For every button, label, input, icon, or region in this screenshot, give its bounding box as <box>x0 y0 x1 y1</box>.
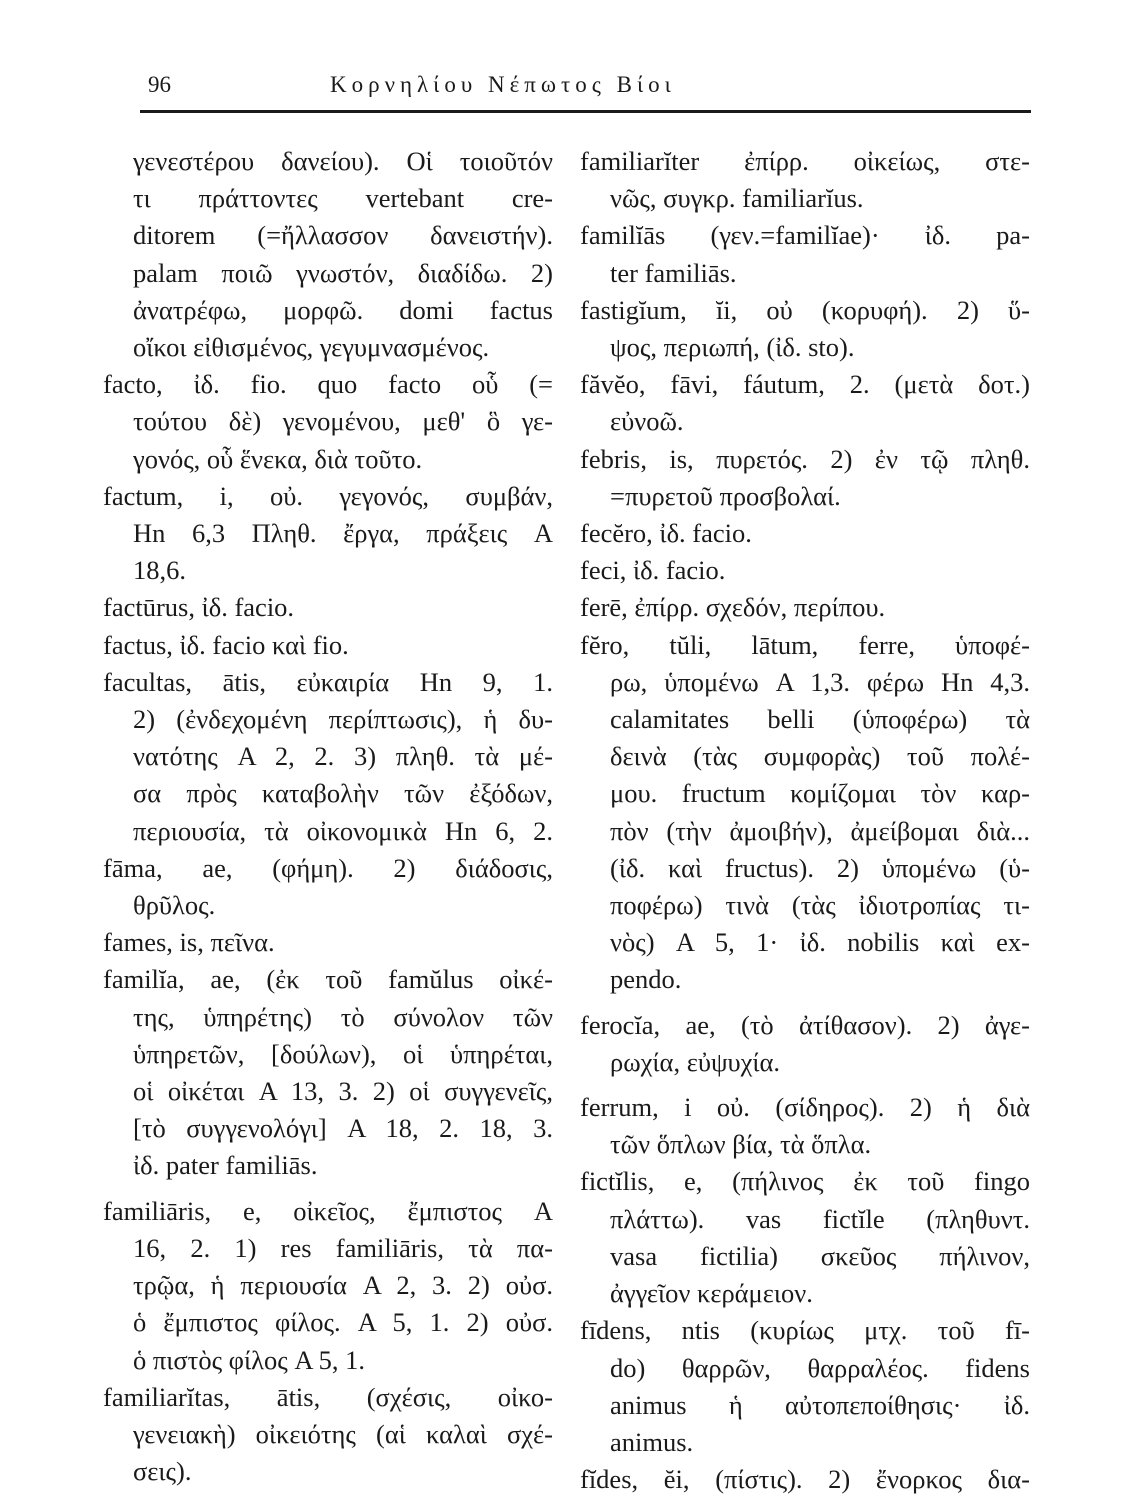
text-line: fastigĭum, ĭi, οὐ (κορυφή). 2) ὕ- <box>580 294 1030 325</box>
page-number: 96 <box>148 72 171 97</box>
text-line: ψος, περιωπή, (ἰδ. sto). <box>610 332 855 363</box>
text-line: febris, is, πυρετός. 2) ἐν τῷ πληθ. <box>580 443 1030 474</box>
text-line: (ἰδ. καὶ fructus). 2) ὑπομένω (ὑ- <box>610 852 1030 883</box>
text-line: γενεστέρου δανείου). Οἱ τοιοῦτόν <box>133 146 553 176</box>
text-line: pendo. <box>610 964 682 995</box>
text-line: οἱ οἰκέται A 13, 3. 2) οἱ συγγενεῖς, <box>133 1076 553 1107</box>
header-rule <box>140 110 1031 113</box>
text-line: ρωχία, εὐψυχία. <box>610 1046 781 1077</box>
text-line: familiarĭtas, ātis, (σχέσις, οἰκο- <box>103 1381 553 1412</box>
text-line: ἰδ. pater familiās. <box>133 1150 318 1181</box>
text-line: animus ἡ αὐτοπεποίθησις· ἰδ. <box>610 1389 1030 1420</box>
text-line: palam ποιῶ γνωστόν, διαδίδω. 2) <box>133 257 553 288</box>
text-line: facultas, ātis, εὐκαιρία Hn 9, 1. <box>103 666 553 697</box>
text-line: θρῦλος. <box>133 890 216 921</box>
text-line: ferrum, i οὐ. (σίδηρος). 2) ἡ διὰ <box>580 1092 1030 1123</box>
text-line: familiāris, e, οἰκεῖος, ἔμπιστος A <box>103 1195 553 1226</box>
text-line: ἀγγεῖον κεράμειον. <box>610 1278 813 1309</box>
right-column <box>580 143 1030 1498</box>
text-line: ferocĭa, ae, (τὸ ἀτίθασον). 2) ἀγε- <box>580 1009 1030 1040</box>
text-line: familĭa, ae, (ἐκ τοῦ famŭlus οἰκέ- <box>103 964 553 995</box>
text-line: fictĭlis, e, (πήλινος ἐκ τοῦ fingo <box>580 1166 1030 1197</box>
text-line: ρω, ὑπομένω A 1,3. φέρω Hn 4,3. <box>610 666 1030 697</box>
text-line: γονός, οὗ ἕνεκα, διὰ τοῦτο. <box>133 443 423 474</box>
text-line: [τὸ συγγενολόγι] A 18, 2. 18, 3. <box>133 1113 553 1144</box>
text-line: ferē, ἐπίρρ. σχεδόν, περίπου. <box>580 592 886 623</box>
page-header <box>140 72 1030 112</box>
text-line: ποφέρω) τινὰ (τὰς ἰδιοτροπίας τι- <box>610 890 1030 921</box>
text-line: fĭdes, ĕi, (πίστις). 2) ἔνορκος δια- <box>580 1464 1030 1495</box>
text-line: πλάττω). vas fictĭle (πληθυντ. <box>610 1203 1030 1234</box>
text-line: factūrus, ἰδ. facio. <box>103 592 295 623</box>
text-line: =πυρετοῦ προσβολαί. <box>610 480 841 511</box>
text-line: facto, ἰδ. fio. quo facto οὗ (= <box>103 369 553 400</box>
text-line: familĭās (γεν.=familĭae)· ἰδ. pa- <box>580 220 1030 251</box>
text-line: της, ὑπηρέτης) τὸ σύνολον τῶν <box>133 1001 553 1032</box>
text-line: fīdens, ntis (κυρίως μτχ. τοῦ fī- <box>580 1315 1030 1346</box>
text-line: factum, i, οὐ. γεγονός, συμβάν, <box>103 480 553 511</box>
text-line: ditorem (=ἤλλασσον δανειστήν). <box>133 220 553 251</box>
text-line: τι πράττοντες vertebant cre- <box>133 183 553 214</box>
text-line: fecĕro, ἰδ. facio. <box>580 518 752 549</box>
text-line: τρῷα, ἡ περιουσία A 2, 3. 2) οὐσ. <box>133 1270 553 1301</box>
text-line: πὸν (τὴν ἀμοιβήν), ἀμείβομαι διὰ... <box>610 815 1030 846</box>
text-line: Hn 6,3 Πληθ. ἔργα, πράξεις A <box>133 518 553 549</box>
text-line: ὑπηρετῶν, [δούλων), οἱ ὑπηρέται, <box>133 1038 553 1069</box>
text-line: ἀνατρέφω, μορφῶ. domi factus <box>133 294 553 325</box>
text-line: 2) (ἐνδεχομένη περίπτωσις), ἡ δυ- <box>133 704 553 735</box>
text-line: γενειακὴ) οἰκειότης (αἱ καλαὶ σχέ- <box>133 1418 553 1449</box>
text-line: 18,6. <box>133 555 186 586</box>
text-line: νῶς, συγκρ. familiarĭus. <box>610 183 864 214</box>
text-line: οἴκοι εἰθισμένος, γεγυμνασμένος. <box>133 332 490 363</box>
text-line: μου. fructum κομίζομαι τὸν καρ- <box>610 778 1030 809</box>
text-line: τῶν ὅπλων βία, τὰ ὅπλα. <box>610 1129 872 1160</box>
text-line: fāma, ae, (φήμη). 2) διάδοσις, <box>103 852 553 883</box>
text-line: fames, is, πεῖνα. <box>103 927 275 958</box>
text-line: δεινὰ (τὰς συμφορὰς) τοῦ πολέ- <box>610 741 1030 772</box>
text-line: făvĕo, fāvi, fáutum, 2. (μετὰ δοτ.) <box>580 369 1030 400</box>
text-line: εὐνοῶ. <box>610 406 684 437</box>
text-line: ὁ ἔμπιστος φίλος. A 5, 1. 2) οὐσ. <box>133 1307 553 1338</box>
text-line: περιουσία, τὰ οἰκονομικὰ Hn 6, 2. <box>133 815 553 846</box>
text-line: calamitates belli (ὑποφέρω) τὰ <box>610 704 1030 735</box>
text-line: ὁ πιστὸς φίλος A 5, 1. <box>133 1344 366 1375</box>
text-line: animus. <box>610 1426 694 1457</box>
text-line: do) θαρρῶν, θαρραλέος. fidens <box>610 1352 1030 1383</box>
text-line: σεις). <box>133 1456 192 1487</box>
text-line: νατότης A 2, 2. 3) πληθ. τὰ μέ- <box>133 741 553 772</box>
text-line: familiarĭter ἐπίρρ. οἰκείως, στε- <box>580 146 1030 176</box>
text-line: feci, ἰδ. facio. <box>580 555 726 586</box>
text-line: ter familiās. <box>610 257 737 288</box>
text-line: fĕro, tŭli, lātum, ferre, ὑποφέ- <box>580 629 1030 660</box>
text-line: vasa fictilia) σκεῦος πήλινον, <box>610 1240 1030 1271</box>
text-line: factus, ἰδ. facio καὶ fio. <box>103 629 349 660</box>
text-line: 16, 2. 1) res familiāris, τὰ πα- <box>133 1232 553 1263</box>
text-line: σα πρὸς καταβολὴν τῶν ἐξόδων, <box>133 778 553 809</box>
text-line: τούτου δὲ) γενομένου, μεθ' ὃ γε- <box>133 406 553 437</box>
left-column <box>103 143 553 1490</box>
running-title: Κορνηλίου Νέπωτος Βίοι <box>330 72 676 97</box>
text-line: νὸς) A 5, 1· ἰδ. nobilis καὶ ex- <box>610 927 1030 958</box>
